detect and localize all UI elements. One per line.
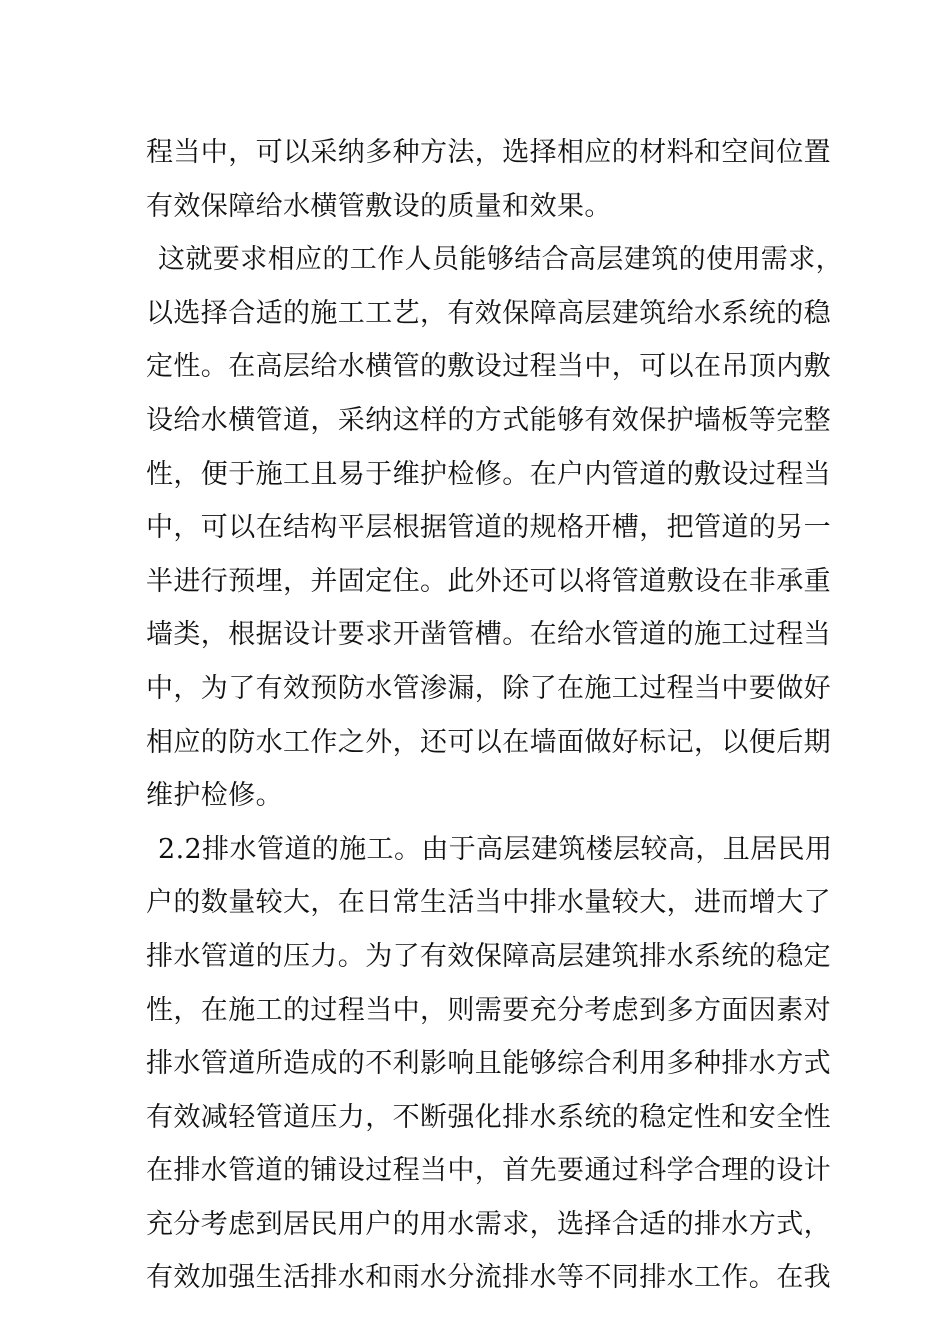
text-line: 户的数量较大，在日常生活当中排水量较大，进而增大了 xyxy=(146,887,831,919)
text-line: 排水管道的压力。为了有效保障高层建筑排水系统的稳定 xyxy=(146,940,831,972)
text-line: 性，便于施工且易于维护检修。在户内管道的敷设过程当 xyxy=(146,458,831,490)
text-line: 充分考虑到居民用户的用水需求，选择合适的排水方式， xyxy=(146,1208,831,1240)
text-line: 有效保障给水横管敷设的质量和效果。 xyxy=(146,190,612,222)
text-line: 相应的防水工作之外，还可以在墙面做好标记，以便后期 xyxy=(146,726,831,758)
text-line: 维护检修。 xyxy=(146,780,283,812)
text-line: 排水管道所造成的不利影响且能够综合利用多种排水方式 xyxy=(146,1048,831,1080)
text-line: 以选择合适的施工工艺，有效保障高层建筑给水系统的稳 xyxy=(146,297,831,329)
text-line: 半进行预埋，并固定住。此外还可以将管道敷设在非承重 xyxy=(146,565,831,597)
text-line: 中，为了有效预防水管渗漏，除了在施工过程当中要做好 xyxy=(146,672,831,704)
text-line: 性，在施工的过程当中，则需要充分考虑到多方面因素对 xyxy=(146,994,831,1026)
text-line: 定性。在高层给水横管的敷设过程当中，可以在吊顶内敷 xyxy=(146,351,831,383)
text-line: 程当中，可以采纳多种方法，选择相应的材料和空间位置 xyxy=(146,137,831,168)
text-line: 有效加强生活排水和雨水分流排水等不同排水工作。在我 xyxy=(146,1262,831,1294)
text-line: 中，可以在结构平层根据管道的规格开槽，把管道的另一 xyxy=(146,512,831,544)
text-line: 设给水横管道，采纳这样的方式能够有效保护墙板等完整 xyxy=(146,404,831,436)
text-line: 有效减轻管道压力，不断强化排水系统的稳定性和安全性 xyxy=(146,1101,831,1133)
text-line: 在排水管道的铺设过程当中，首先要通过科学合理的设计 xyxy=(146,1155,831,1187)
text-line: 墙类，根据设计要求开凿管槽。在给水管道的施工过程当 xyxy=(146,619,831,651)
text-line: 2.2排水管道的施工。由于高层建筑楼层较高，且居民用 xyxy=(158,833,833,865)
text-line: 这就要求相应的工作人员能够结合高层建筑的使用需求， xyxy=(158,244,843,276)
body-text xyxy=(146,126,843,1305)
